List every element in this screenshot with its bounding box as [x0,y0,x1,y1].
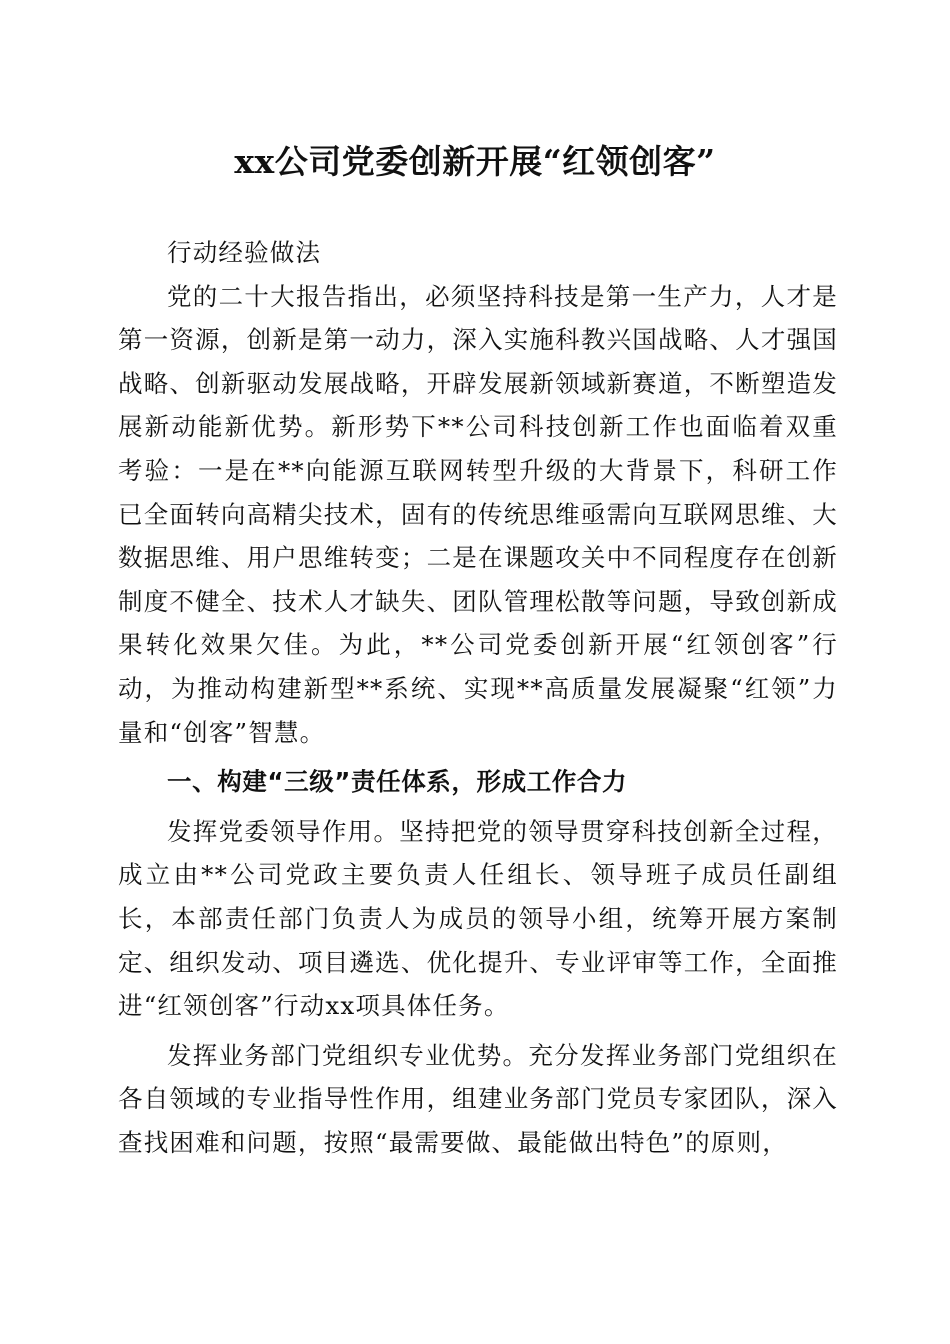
paragraph-party-leadership: 发挥党委领导作用。坚持把党的领导贯穿科技创新全过程，成立由**公司党政主要负责人任组长、领导班子成员任副组长，本部责任部门负责人为成员的领导小组，统筹开展方案制定、组织发动、项目遴选、优化提升、专业评审等工作，全面推进“红领创客”行动xx项具体任务。 [118,816,838,1021]
paragraph-intro: 党的二十大报告指出，必须坚持科技是第一生产力，人才是第一资源，创新是第一动力，深入实施科教兴国战略、人才强国战略、创新驱动发展战略，开辟发展新领域新赛道，不断塑造发展新动能新优势。新形势下**公司科技创新工作也面临着双重考验：一是在**向能源互联网转型升级的大背景下，科研工作已全面转向高精尖技术，固有的传统思维亟需向互联网思维、大数据思维、用户思维转变；二是在课题攻关中不同程度存在创新制度不健全、技术人才缺失、团队管理松散等问题，导致创新成果转化效果欠佳。为此，**公司党委创新开展“红领创客”行动，为推动构建新型**系统、实现**高质量发展凝聚“红领”力量和“创客”智慧。 [118,281,838,747]
document-body [118,231,838,1164]
section-heading-1: 一、构建“三级”责任体系，形成工作合力 [167,767,628,797]
paragraph-department-expertise: 发挥业务部门党组织专业优势。充分发挥业务部门党组织在各自领域的专业指导性作用，组建业务部门党员专家团队，深入查找困难和问题，按照“最需要做、最能做出特色”的原则， [118,1040,838,1157]
document-title: xx公司党委创新开展“红领创客” [234,142,716,181]
document-subtitle: 行动经验做法 [167,238,322,267]
